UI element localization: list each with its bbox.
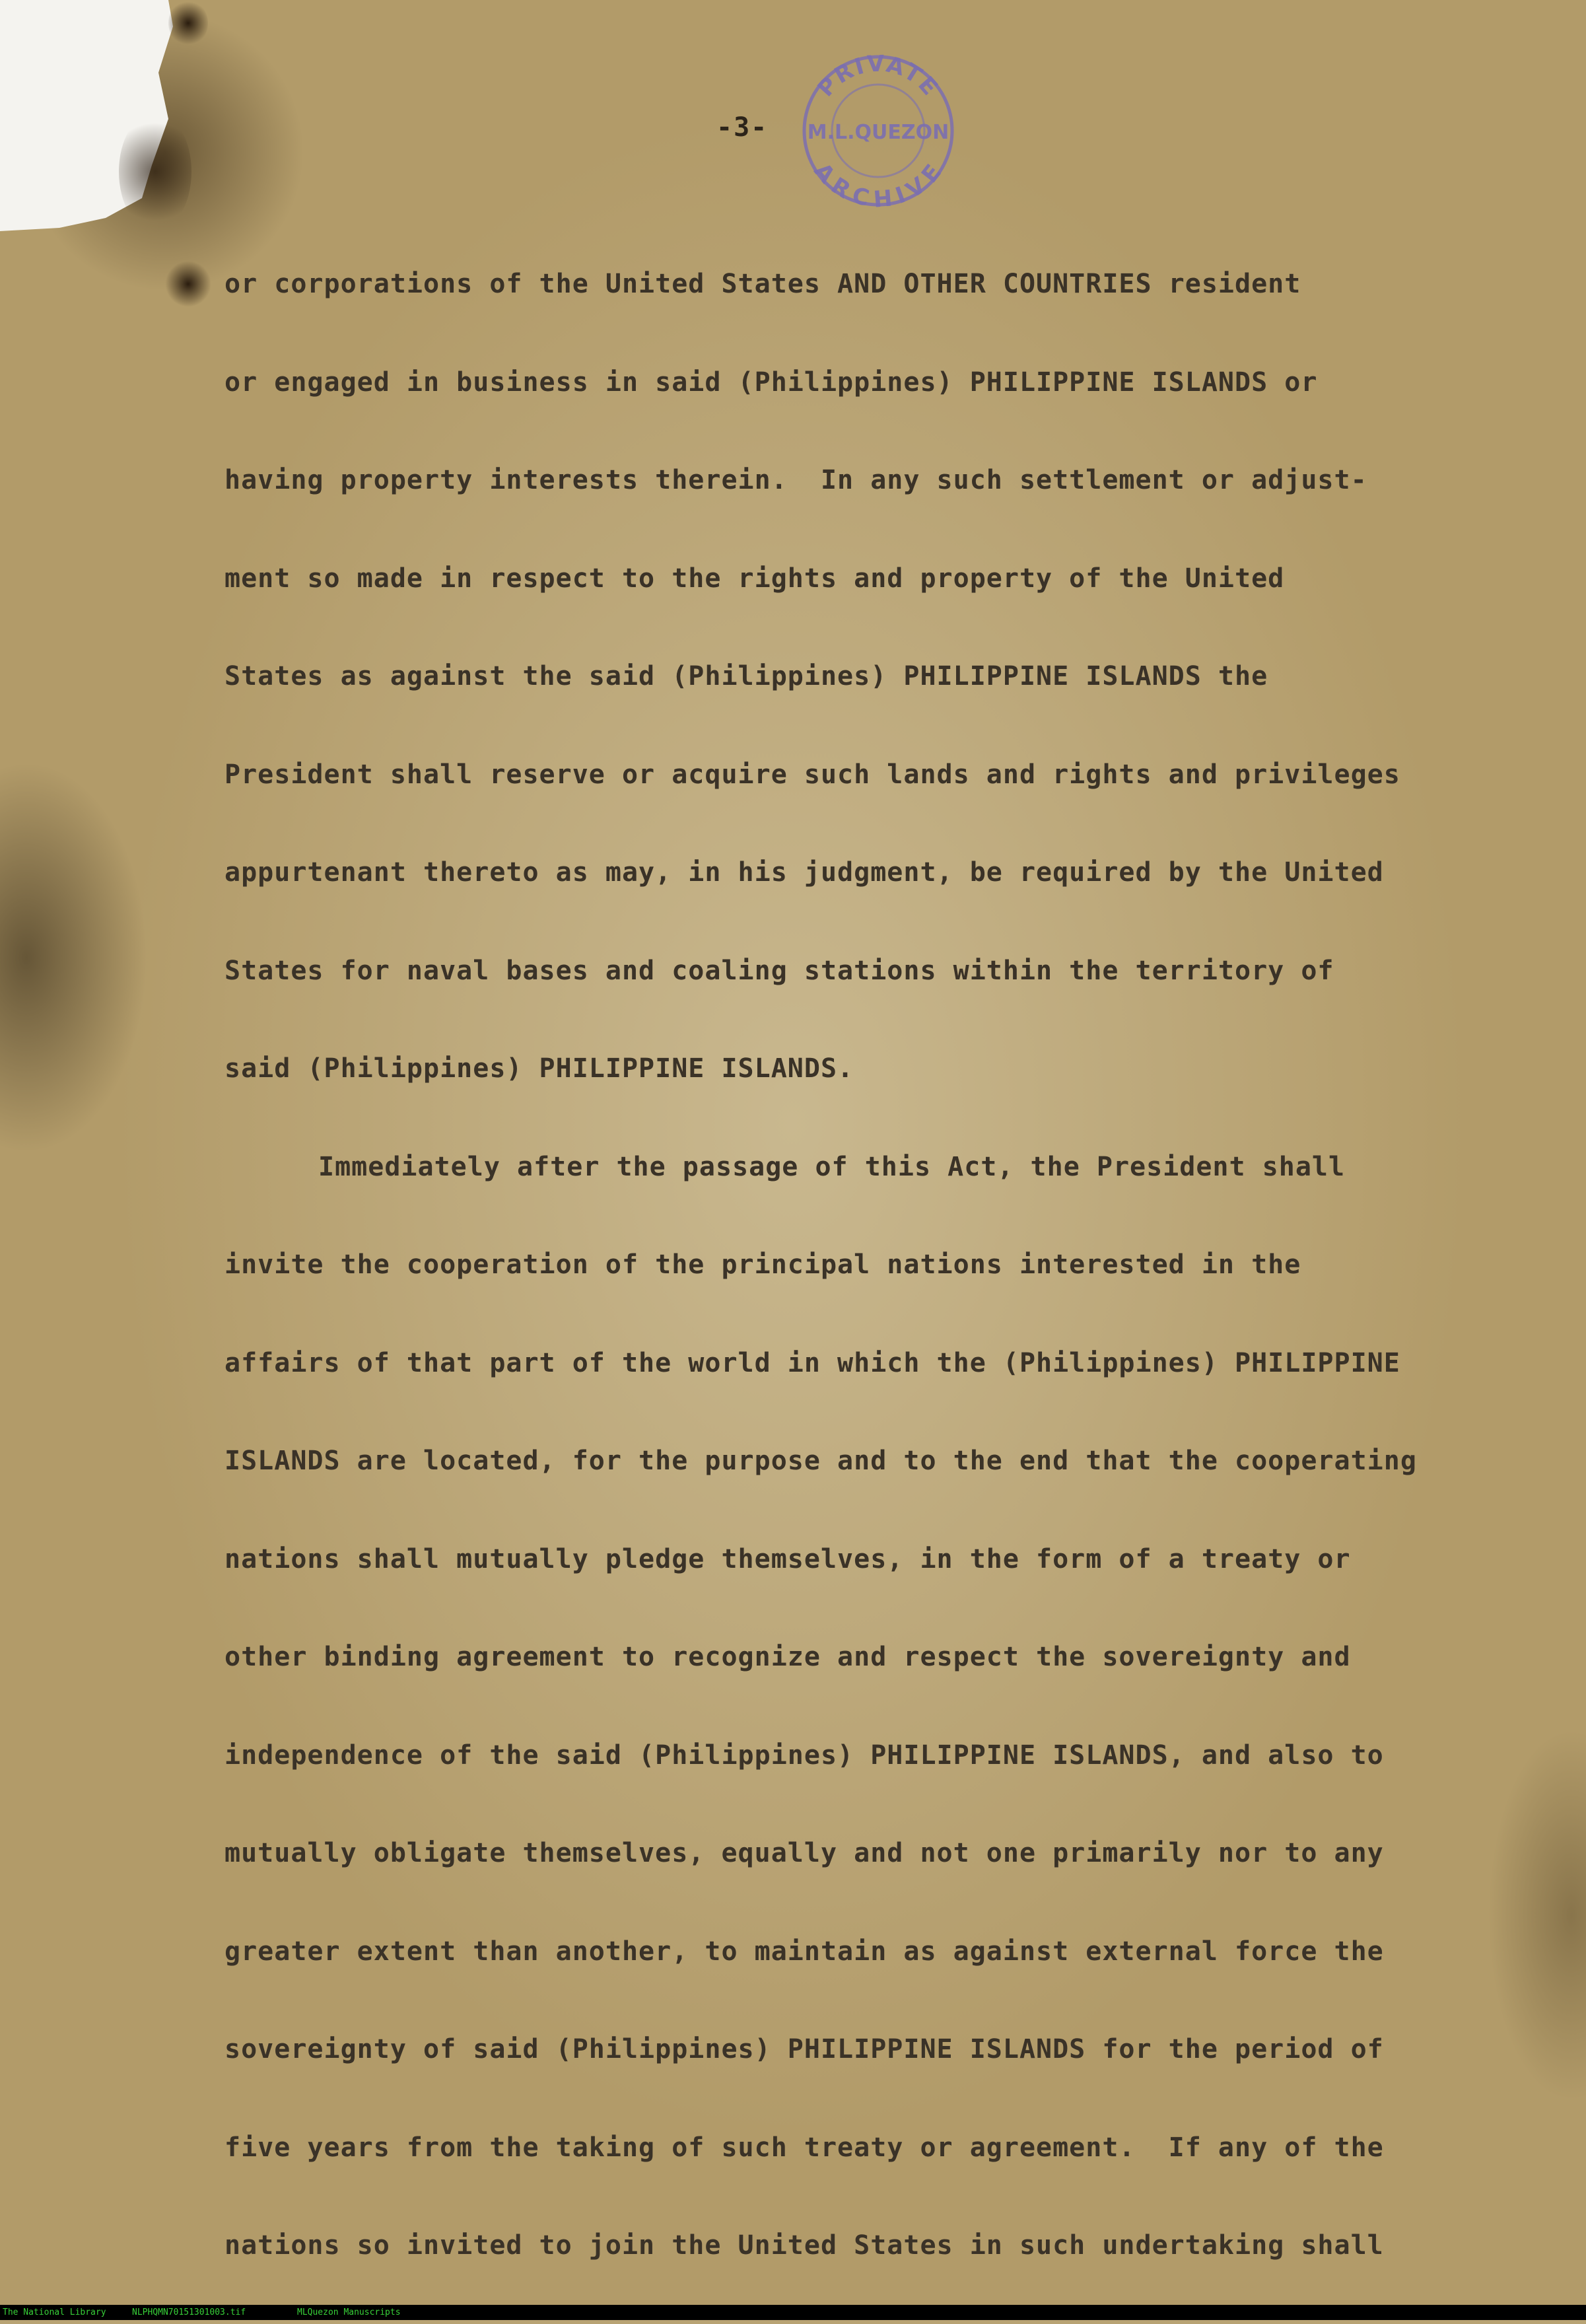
text-line: ment so made in respect to the rights and property of the United bbox=[224, 563, 1285, 594]
text-line: affairs of that part of the world in which the (Philippines) PHILIPPINE bbox=[224, 1347, 1400, 1378]
text-line: nations shall mutually pledge themselves, in the form of a treaty or bbox=[224, 1543, 1351, 1574]
text-line: sovereignty of said (Philippines) PHILIPPINE ISLANDS for the period of bbox=[224, 2034, 1384, 2064]
text-line: invite the cooperation of the principal nations interested in the bbox=[224, 1250, 1301, 1280]
stamp-bottom-text: ARCHIVE bbox=[808, 158, 948, 210]
text-line: having property interests therein. In any such settlement or adjust- bbox=[224, 465, 1367, 495]
footer-collection: MLQuezon Manuscripts bbox=[297, 2307, 401, 2317]
text-line: States as against the said (Philippines) PHILIPPINE ISLANDS the bbox=[224, 661, 1268, 691]
text-line: greater extent than another, to maintain as against external force the bbox=[224, 1936, 1384, 1967]
stamp-top-text: PRIVATE bbox=[812, 52, 944, 102]
scan-footer bbox=[0, 2305, 1586, 2320]
text-line: ISLANDS are located, for the purpose and to the end that the cooperating bbox=[224, 1446, 1417, 1476]
archive-stamp bbox=[799, 52, 957, 210]
footer-library: The National Library bbox=[3, 2307, 106, 2317]
text-line: or corporations of the United States AND OTHER COUNTRIES resident bbox=[224, 269, 1301, 299]
burn-mark bbox=[168, 0, 208, 46]
burn-mark bbox=[165, 261, 211, 307]
text-line: nations so invited to join the United States in such undertaking shall bbox=[224, 2230, 1384, 2261]
paragraph-start-line: Immediately after the passage of this Act, the President shall bbox=[318, 1151, 1346, 1182]
text-line: other binding agreement to recognize and respect the sovereignty and bbox=[224, 1642, 1351, 1672]
text-line: or engaged in business in said (Philippines) PHILIPPINE ISLANDS or bbox=[224, 367, 1318, 398]
svg-text:PRIVATE bbox=[813, 52, 944, 102]
svg-text:ARCHIVE bbox=[809, 158, 948, 210]
text-line: States for naval bases and coaling stations within the territory of bbox=[224, 955, 1334, 986]
text-line: appurtenant thereto as may, in his judgment, be required by the United bbox=[224, 857, 1384, 888]
document-body bbox=[224, 264, 1479, 2324]
text-line: said (Philippines) PHILIPPINE ISLANDS. bbox=[224, 1053, 854, 1084]
text-line: mutually obligate themselves, equally and not one primarily nor to any bbox=[224, 1838, 1384, 1868]
stamp-middle-text: M.L.QUEZON bbox=[807, 121, 949, 144]
page-number: -3- bbox=[716, 112, 769, 143]
footer-filename: NLPHQMN70151301003.tif bbox=[132, 2307, 246, 2317]
text-line: President shall reserve or acquire such lands and rights and privileges bbox=[224, 759, 1400, 790]
text-line: five years from the taking of such treaty or agreement. If any of the bbox=[224, 2132, 1384, 2163]
burn-mark bbox=[119, 112, 191, 231]
text-line: independence of the said (Philippines) PHILIPPINE ISLANDS, and also to bbox=[224, 1740, 1384, 1771]
